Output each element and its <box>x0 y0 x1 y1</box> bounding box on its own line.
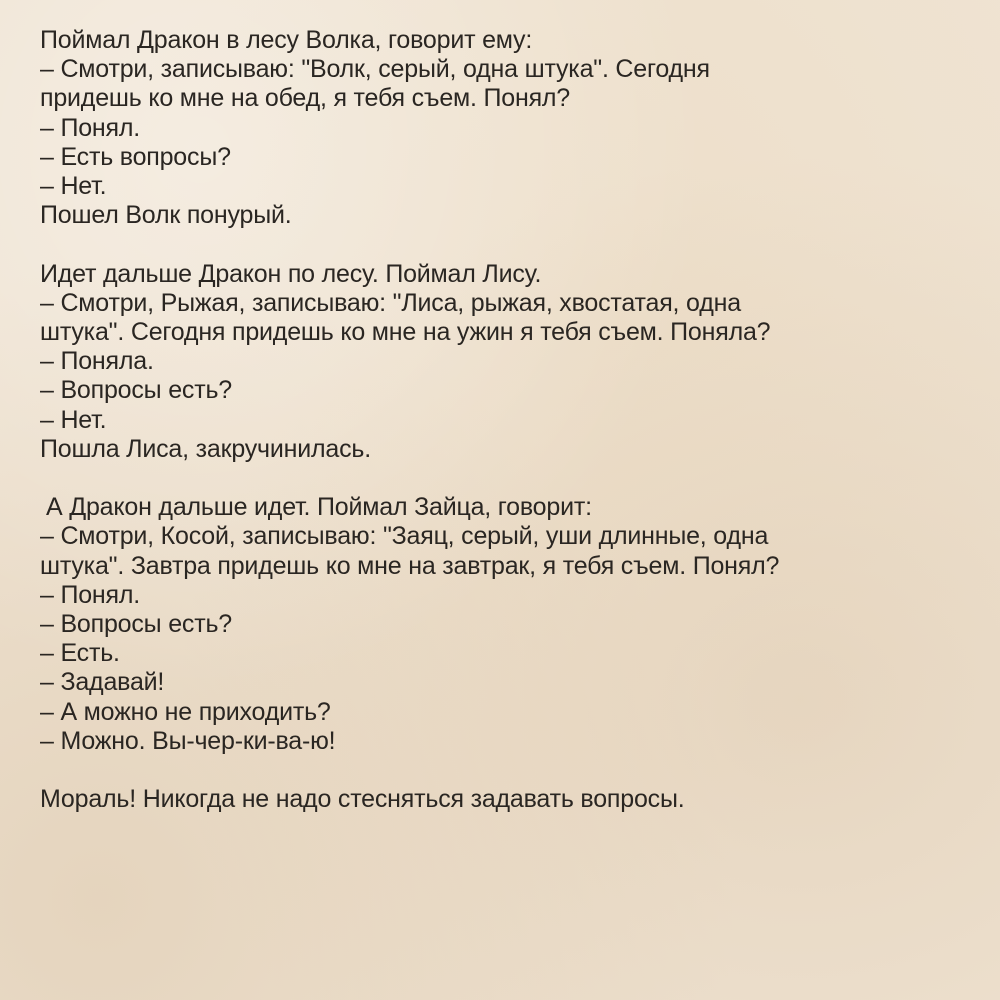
text-line: – Нет. <box>40 172 107 201</box>
text-line: штука". Сегодня придешь ко мне на ужин я тебя съем. Поняла? <box>40 318 771 347</box>
paragraph-wolf <box>40 26 970 230</box>
text-line: придешь ко мне на обед, я тебя съем. Понял? <box>40 84 571 113</box>
text-line: – Поняла. <box>40 347 154 376</box>
paragraph-gap <box>40 756 970 785</box>
text-line: – Есть вопросы? <box>40 142 231 171</box>
text-line: – Можно. Вы-чер-ки-ва-ю! <box>40 726 336 755</box>
text-line: Идет дальше Дракон по лесу. Поймал Лису. <box>40 259 542 288</box>
text-line: – Смотри, Рыжая, записываю: "Лиса, рыжая, хвостатая, одна <box>40 288 741 317</box>
text-line: А Дракон дальше идет. Поймал Зайца, говорит: <box>46 493 592 522</box>
text-line: Пошел Волк понурый. <box>40 201 292 230</box>
text-line: – Задавай! <box>40 668 165 697</box>
text-line: – Есть. <box>40 639 120 668</box>
paragraph-gap <box>40 464 970 493</box>
text-line: Поймал Дракон в лесу Волка, говорит ему: <box>40 26 533 54</box>
text-line: – Понял. <box>40 113 140 142</box>
text-line: – Смотри, записываю: "Волк, серый, одна штука". Сегодня <box>40 55 710 84</box>
text-line: штука". Завтра придешь ко мне на завтрак, я тебя съем. Понял? <box>40 551 780 580</box>
moral-line: Мораль! Никогда не надо стесняться задавать вопросы. <box>40 785 685 814</box>
text-line: – Смотри, Косой, записываю: "Заяц, серый, уши длинные, одна <box>40 522 769 551</box>
paragraph-hare <box>40 493 970 756</box>
text-line: Пошла Лиса, закручинилась. <box>40 434 371 463</box>
text-line: – А можно не приходить? <box>40 697 331 726</box>
text-line: – Вопросы есть? <box>40 610 232 639</box>
text-line: – Нет. <box>40 405 107 434</box>
text-line: – Понял. <box>40 580 140 609</box>
paragraph-fox <box>40 260 970 464</box>
paragraph-gap <box>40 230 970 259</box>
text-line: – Вопросы есть? <box>40 376 232 405</box>
